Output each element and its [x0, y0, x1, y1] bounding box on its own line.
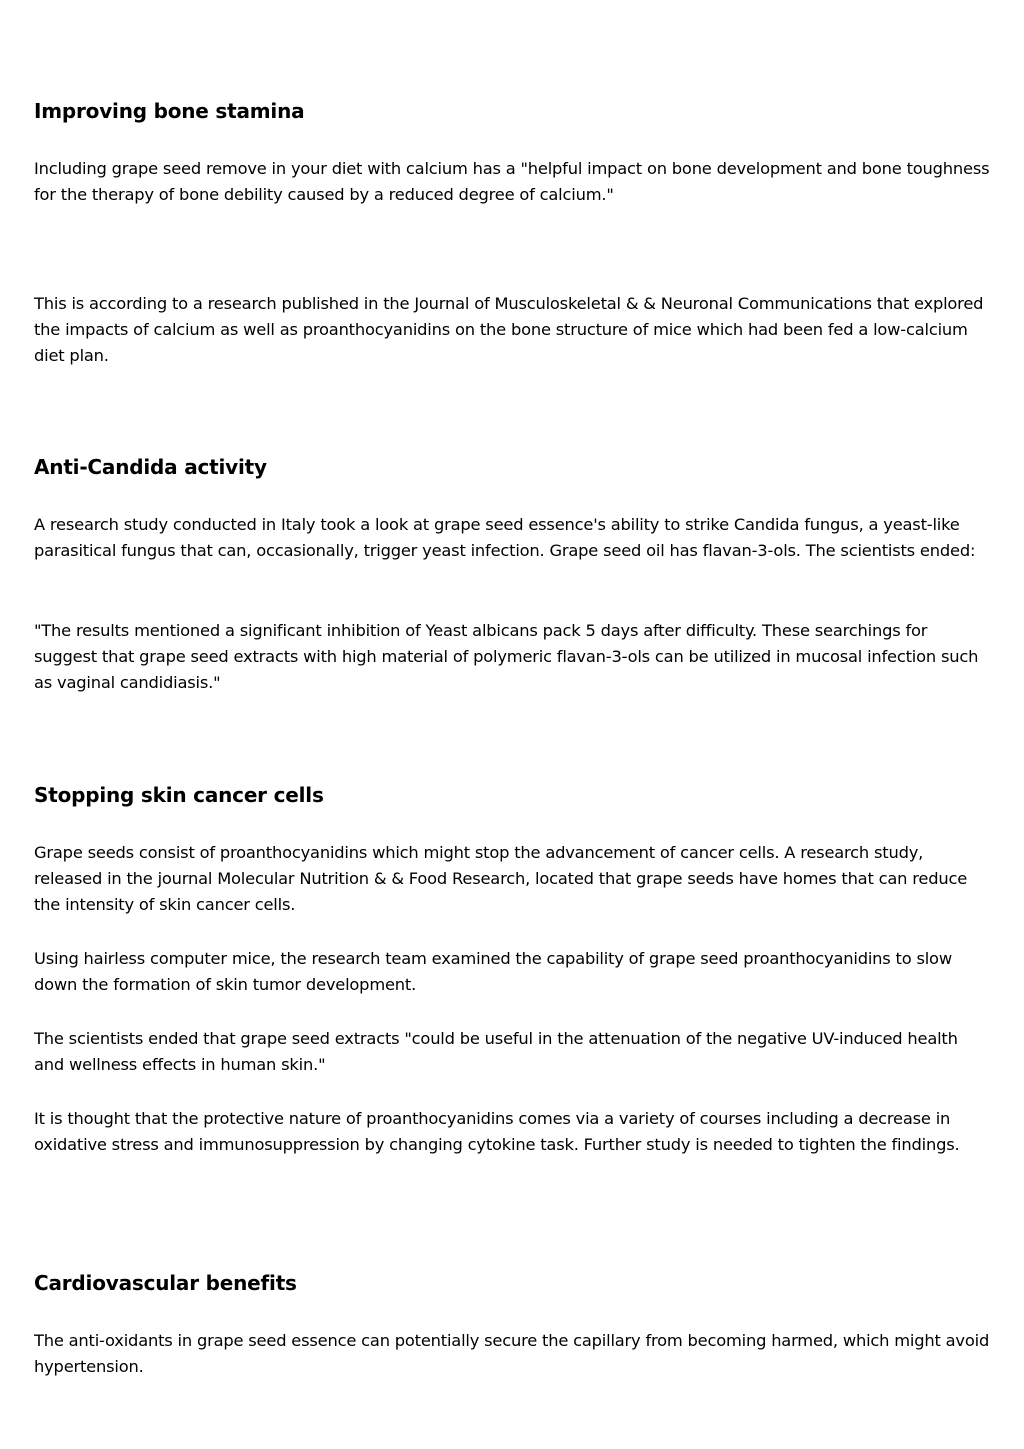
- paragraph: The scientists ended that grape seed extracts "could be useful in the attenuation of the negative UV-induced health and wellness effects in human skin.": [34, 1029, 958, 1074]
- paragraph: Using hairless computer mice, the research team examined the capability of grape seed proanthocyanidins to slow down the formation of skin tumor development.: [34, 949, 952, 994]
- heading-bone-stamina: Improving bone stamina: [34, 99, 305, 123]
- heading-cardiovascular: Cardiovascular benefits: [34, 1271, 297, 1295]
- paragraph: This is according to a research published in the Journal of Musculoskeletal & & Neuronal Communications that explored the impacts of calcium as well as proanthocyanidins on the bone structure of mice which had been fed a low-calcium diet plan.: [34, 294, 984, 365]
- paragraph: Including grape seed remove in your diet with calcium has a "helpful impact on bone development and bone toughness for the therapy of bone debility caused by a reduced degree of calcium.": [34, 159, 990, 204]
- paragraph: "The results mentioned a significant inhibition of Yeast albicans pack 5 days after difficulty. These searchings for suggest that grape seed extracts with high material of polymeric flavan-3-ols can be utilized in mucosal infection such as vaginal candidiasis.": [34, 621, 979, 692]
- paragraph: It is thought that the protective nature of proanthocyanidins comes via a variety of courses including a decrease in oxidative stress and immunosuppression by changing cytokine task. Further study is needed to tighten the findings.: [34, 1109, 960, 1154]
- heading-anti-candida: Anti-Candida activity: [34, 455, 267, 479]
- paragraph: The anti-oxidants in grape seed essence can potentially secure the capillary from becoming harmed, which might avoid hypertension.: [34, 1331, 990, 1376]
- paragraph: Grape seeds consist of proanthocyanidins which might stop the advancement of cancer cells. A research study, released in the journal Molecular Nutrition & & Food Research, located that grape seeds have homes that can reduce the intensity of skin cancer cells.: [34, 843, 968, 914]
- heading-skin-cancer: Stopping skin cancer cells: [34, 783, 324, 807]
- paragraph: A research study conducted in Italy took a look at grape seed essence's ability to strike Candida fungus, a yeast-like parasitical fungus that can, occasionally, trigger yeast infection. Grape seed oil has flavan-3-ols. The scientists ended:: [34, 515, 976, 560]
